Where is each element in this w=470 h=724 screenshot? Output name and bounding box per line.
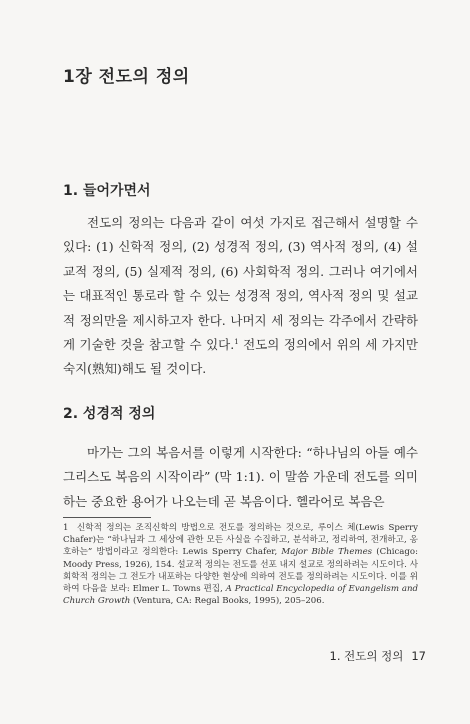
section-heading-biblical-definition: 2. 성경적 정의 [63,406,156,422]
footnote-book-title-a: Major Bible Themes [281,547,373,558]
running-title: 1. 전도의 정의 [329,649,404,663]
chapter-title: 1장 전도의 정의 [63,67,190,87]
footnote-separator [63,517,151,518]
section-heading-introduction: 1. 들어가면서 [63,183,151,199]
footnote-text-a: 신학적 정의는 조직신학의 방법으로 전도를 정의하는 것으로, 루이스 체(Lewis Sperry Chafer)는 “하나님과 그 세상에 관한 모든 사실을 수집하고, 분석하고, 정리하여, 전개하고, 옹호하는” 방법이라고 정의한다: Lewis Sperry Chafer, [63,523,418,558]
footnote-number: 1 [63,523,69,533]
footnote-book-title-b: A Practical Encyclopedia of Evangelism and Church Growth [63,584,418,607]
introduction-text-tail: 전도의 정의에서 위의 세 가지만 숙지(熟知)해도 될 것이다. [63,337,418,377]
introduction-text: 전도의 정의는 다음과 같이 여섯 가지로 접근해서 설명할 수 있다: (1) 신학적 정의, (2) 성경적 정의, (3) 역사적 정의, (4) 설교적 정의, (5) 실제적 정의, (6) 사회학적 정의. 그러나 여기에서는 대표적인 통로라 할 수 있는 성경적 정의, 역사적 정의 및 설교적 정의만을 제시하고자 한다. 나머지 세 정의는 각주에서 간략하게 기술한 것을 참고할 수 있다. [63,215,418,353]
footnote [63,522,418,607]
biblical-definition-paragraph: 마가는 그의 복음서를 이렇게 시작한다: “하나님의 아들 예수 그리스도 복음의 시작이라” (막 1:1). 이 말씀 가운데 전도를 의미하는 중요한 용어가 나오는데 곧 복음이다. 헬라어로 복음은 [63,445,418,509]
footnote-text-b: (Chicago: Moody Press, 1926), 154. 설교적 정의는 전도를 선포 내지 설교로 정의하려는 시도이다. 사회학적 정의는 그 전도가 내포하는 다양한 현상에 의하여 전도를 정의하려는 시도이다. 이를 위하여 다음을 보라: Elmer L. Towns 편집, [63,547,419,595]
page-number: 17 [411,649,426,663]
footnote-reference[interactable]: 1 [234,337,239,346]
introduction-paragraph [63,211,418,382]
footnote-text-c: (Ventura, CA: Regal Books, 1995), 205–206. [130,596,325,607]
page-footer [330,648,426,664]
